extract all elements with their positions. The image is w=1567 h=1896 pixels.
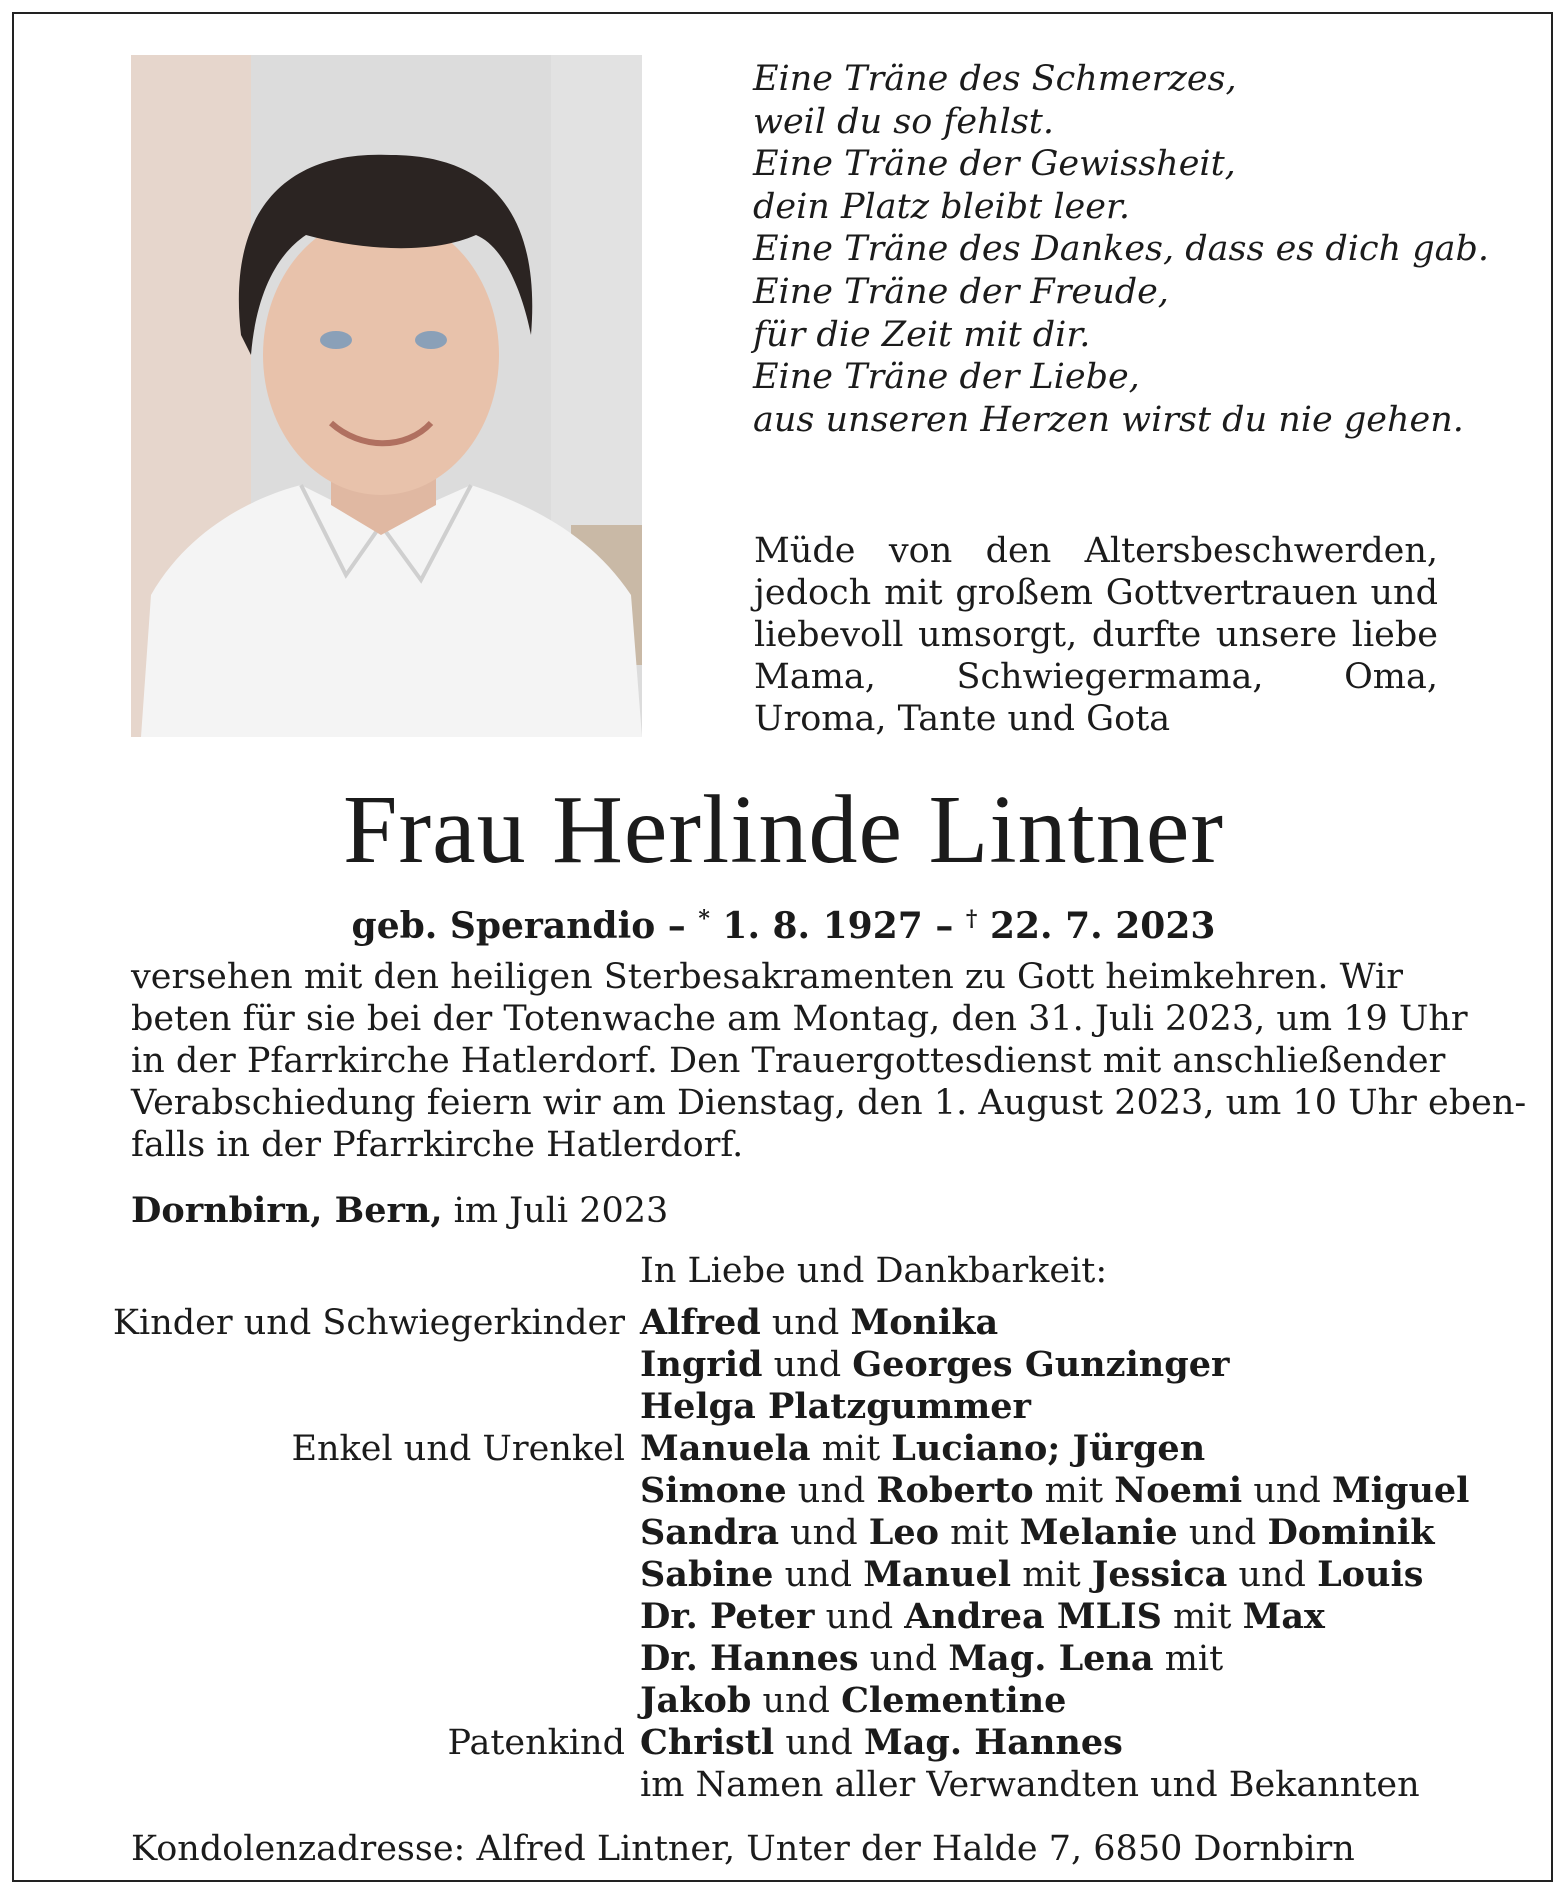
connector-text: mit [938,1513,1020,1553]
connector-text: und [751,1681,842,1721]
dates-separator: – [655,905,699,947]
family-name: Manuela [640,1428,811,1469]
family-line [640,1302,998,1344]
family-name: Jessica [1091,1554,1228,1595]
connector-text: mit [810,1429,892,1469]
family-name: Sabine [640,1554,774,1595]
connector-text: und [786,1471,877,1511]
condolence-address: Kondolenzadresse: Alfred Lintner, Unter der Halde 7, 6850 Dornbirn [131,1829,1355,1869]
poem-line: aus unseren Herzen wirst du nie gehen. [753,399,1464,440]
connector-text: und [1177,1513,1268,1553]
poem-line: Eine Träne der Liebe, [753,357,1140,398]
birth-date: 1. 8. 1927 [709,905,923,947]
family-name: Melanie [1019,1512,1178,1553]
place-and-date [131,1190,668,1232]
connector-text: mit [1161,1597,1243,1637]
family-name: Clementine [841,1680,1067,1721]
poem-line: Eine Träne der Freude, [753,271,1169,312]
body-line: versehen mit den heiligen Sterbesakramenten zu Gott heimkehren. Wir [131,957,1403,997]
family-name: Andrea MLIS [904,1596,1162,1637]
family-line [640,1764,1420,1806]
relation-label-godchild: Patenkind [447,1723,625,1763]
connector-text: mit [1011,1555,1092,1595]
family-line [640,1680,1066,1722]
family-line [640,1428,1205,1470]
family-name: Mag. Lena [948,1638,1154,1679]
place-names: Dornbirn, Bern, [131,1190,443,1231]
connector-text: und [762,1345,853,1385]
poem-line: Eine Träne des Schmerzes, [753,59,1237,99]
thanks-heading: In Liebe und Dankbarkeit: [640,1251,1108,1291]
connector-text: mit [1153,1639,1224,1679]
connector-text: und [773,1555,864,1595]
family-line [640,1722,1123,1764]
family-line [640,1638,1223,1680]
connector-text: und [1242,1471,1332,1511]
intro-paragraph: Müde von den Altersbeschwerden, jedoch mit großem Gottvertrauen und liebevoll umsorgt, durfte unsere liebe Mama, Schwiegermama, Oma, Uroma, Tante und Gota [754,531,1438,739]
body-line: falls in der Pfarrkirche Hatlerdorf. [131,1125,744,1165]
family-name: Christl [640,1722,775,1763]
death-symbol: † [965,906,978,932]
family-name: Monika [850,1302,999,1343]
dates-separator: – [922,905,966,947]
poem-line: weil du so fehlst. [753,101,1054,142]
family-name: Simone [640,1470,787,1511]
poem-line: Eine Träne der Gewissheit, [753,144,1236,185]
connector-text: mit [1033,1471,1115,1511]
family-name: Roberto [876,1470,1034,1511]
family-name: Alfred [640,1302,761,1343]
family-name: Leo [868,1512,939,1553]
connector-text: und [858,1639,949,1679]
place-date: im Juli 2023 [442,1191,669,1231]
connector-text: im Namen aller Verwandten und Bekannten [640,1765,1420,1805]
family-name: Noemi [1114,1470,1243,1511]
family-name: Helga Platzgummer [640,1386,1031,1427]
family-line [640,1596,1325,1638]
poem-line: dein Platz bleibt leer. [753,186,1130,227]
connector-text: und [774,1723,864,1763]
connector-text: und [1227,1555,1318,1595]
family-line [640,1386,1031,1428]
poem [753,58,1490,441]
family-name: Manuel [863,1554,1012,1595]
poem-line: für die Zeit mit dir. [753,314,1091,355]
funeral-details [131,956,1527,1166]
birth-symbol: * [698,906,710,932]
family-name: Luciano; Jürgen [891,1428,1206,1469]
body-line: beten für sie bei der Totenwache am Montag, den 31. Juli 2023, um 19 Uhr [131,999,1468,1039]
family-name: Dr. Hannes [640,1638,859,1679]
family-line [640,1554,1423,1596]
family-name: Jakob [640,1680,752,1721]
family-name: Ingrid [640,1344,763,1385]
connector-text: und [760,1303,851,1343]
body-line: in der Pfarrkirche Hatlerdorf. Den Trauergottesdienst mit anschließender [131,1041,1446,1081]
family-name: Georges Gunzinger [852,1344,1230,1385]
family-name: Miguel [1331,1470,1470,1511]
family-name: Sandra [640,1512,779,1553]
deceased-name: Frau Herlinde Lintner [343,776,1224,884]
relation-label-grandchildren: Enkel und Urenkel [291,1429,625,1469]
relation-label-children: Kinder und Schwiegerkinder [112,1303,625,1343]
life-dates [0,898,1567,947]
family-line [640,1344,1229,1386]
family-name: Mag. Hannes [863,1722,1123,1763]
connector-text: und [779,1513,869,1553]
connector-text: und [814,1597,905,1637]
family-line [640,1512,1434,1554]
family-name: Dr. Peter [640,1596,815,1637]
family-line [640,1470,1469,1512]
family-name: Dominik [1267,1512,1435,1553]
death-date: 22. 7. 2023 [977,905,1216,947]
body-line: Verabschiedung feiern wir am Dienstag, den 1. August 2023, um 10 Uhr eben- [131,1083,1527,1123]
family-name: Louis [1317,1554,1424,1595]
portrait-photo [131,55,642,737]
maiden-name: geb. Sperandio [351,905,656,947]
family-name: Max [1242,1596,1325,1637]
poem-line: Eine Träne des Dankes, dass es dich gab. [753,229,1490,270]
